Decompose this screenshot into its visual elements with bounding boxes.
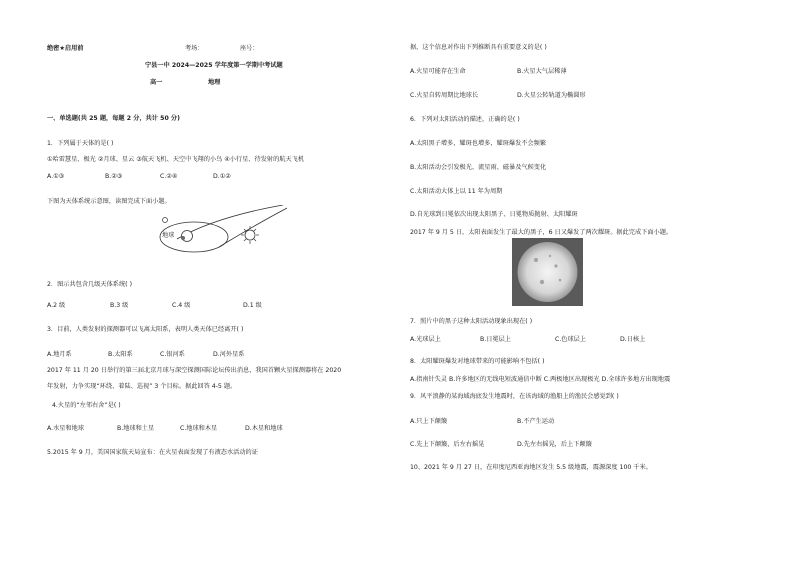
q7-option-b: B.日冕层上 — [480, 336, 511, 343]
q3-option-a: A.地月系 — [47, 351, 72, 358]
q9-option-b: B.不产生运动 — [517, 418, 555, 425]
q9-option-a: A.只上下颠簸 — [410, 418, 448, 425]
q3-option-b: B.太阳系 — [108, 351, 133, 358]
q5-option-b: B.火星大气层稀薄 — [517, 68, 567, 75]
q5-stem-start: 5.2015 年 9 月，美国国家航天局宣布：在火星表面发现了有液态水活动的证 — [47, 449, 258, 456]
q7-option-a: A.光球层上 — [410, 336, 441, 343]
grade-label: 高一 — [150, 79, 163, 86]
celestial-system-diagram — [155, 205, 290, 260]
q1-option-a: A.①③ — [47, 173, 65, 180]
q1-stem: 1．下列属于天体的是( ) — [47, 140, 114, 147]
q5-stem-end: 据，这个信息对作出下列推断具有重要意义的是( ) — [410, 44, 547, 51]
exam-room-label: 考场： — [185, 45, 204, 52]
sun-photo — [512, 238, 583, 306]
q4-option-b: B.地球和土星 — [117, 425, 155, 432]
q6-option-b: B.太阳活动会引发极光、流星雨、磁暴及气候变化 — [410, 164, 547, 171]
moon-icon — [163, 218, 168, 223]
diagram-intro: 下图为天体系统示意图，读图完成下面小题。 — [47, 198, 171, 205]
q2-option-d: D.1 级 — [243, 302, 262, 309]
seat-label: 座号： — [240, 45, 259, 52]
q7-option-d: D.日核上 — [620, 336, 646, 343]
q3-option-c: C.银河系 — [160, 351, 185, 358]
passage-4-5-line1: 2017 年 11 月 20 日举行的第三届北京月球与深空探测国际论坛传出消息，我国首颗火星探测器将在 2020 — [47, 367, 342, 374]
q5-option-c: C.火星自转周期比地球长 — [410, 92, 479, 99]
q9-stem: 9．风平浪静的某海域海底发生地震时，在该海域的渔船上的渔民会感觉到( ) — [410, 393, 619, 400]
q4-stem: 4.火星的“左邻右舍”是( ) — [52, 402, 121, 409]
q3-option-d: D.河外星系 — [213, 351, 245, 358]
q2-option-b: B.3 级 — [110, 302, 129, 309]
q1-option-b: B.②③ — [105, 173, 123, 180]
q4-option-a: A.水星和地球 — [47, 425, 85, 432]
q8-options: A.指南针失灵 B.许多地区的无线电短波通信中断 C.两极地区出现极光 D.全球许多地方出现地震 — [410, 376, 671, 383]
q1-option-d: D.①② — [213, 173, 231, 180]
sun-icon — [241, 226, 259, 244]
q6-stem: 6．下列对太阳活动的描述，正确的是( ) — [410, 116, 520, 123]
q1-option-c: C.②④ — [160, 173, 178, 180]
section-heading: 一、单选题(共 25 题，每题 2 分，共计 50 分) — [47, 115, 180, 122]
q4-option-d: D.木星和地球 — [245, 425, 283, 432]
q5-option-d: D.火星公转轨道为椭圆形 — [517, 92, 586, 99]
q7-stem: 7．照片中的黑子这种太阳活动现象出现在( ) — [410, 318, 533, 325]
diagram-earth-label: 地球 — [162, 232, 175, 239]
earth-core — [181, 236, 185, 240]
q7-option-c: C.色球层上 — [555, 336, 587, 343]
q4-option-c: C.地球和木星 — [180, 425, 218, 432]
q6-option-d: D.自光球到日冕依次出现太阳黑子、日冕物质抛射、太阳耀斑 — [410, 211, 578, 218]
q3-stem: 3．目前，人类发射的探测器可以飞离太阳系，表明人类天体已经离开( ) — [47, 326, 244, 333]
passage-7-8: 2017 年 9 月 5 日，太阳表面发生了最大的黑子，6 日又爆发了两次耀斑。据此完成下面小题。 — [410, 229, 673, 236]
q9-option-c: C.先上下颠簸，后左右摇晃 — [410, 441, 485, 448]
q2-option-a: A.2 级 — [47, 302, 66, 309]
q2-option-c: C.4 级 — [172, 302, 191, 309]
q2-stem: 2．图示共包含几级天体系统( ) — [47, 281, 132, 288]
q10-stem: 10、2021 年 9 月 27 日，在印度尼西亚海地区发生 5.5 级地震，震源深度 100 千米。 — [410, 464, 652, 471]
page-title: 宁县一中 2024—2025 学年度第一学期中考试题 — [145, 62, 283, 69]
q1-items: ①哈雷慧星、极光 ②月球、星云 ③航天飞机、天空中飞翔的小鸟 ④小行星、待发射的航天飞机 — [47, 156, 305, 163]
subject-label: 地理 — [208, 79, 221, 86]
q6-option-c: C.太阳活动大体上以 11 年为周期 — [410, 188, 503, 195]
q5-option-a: A.火星可能存在生命 — [410, 68, 466, 75]
q9-option-d: D.先左右摇晃，后上下颠簸 — [517, 441, 592, 448]
passage-4-5-line2: 年发射，力争实现“环绕、着陆、巡视” 3 个目标。据此回答 4-5 题。 — [47, 383, 237, 390]
outer-orbit-arc — [219, 208, 287, 247]
secret-stamp: 绝密★启用前 — [47, 45, 84, 52]
q6-option-a: A.太阳黑子增多，耀斑也增多，耀斑爆发不会频繁 — [410, 140, 547, 147]
q8-stem: 8．太阳耀斑爆发对地球带来的可能影响不包括( ) — [410, 358, 545, 365]
